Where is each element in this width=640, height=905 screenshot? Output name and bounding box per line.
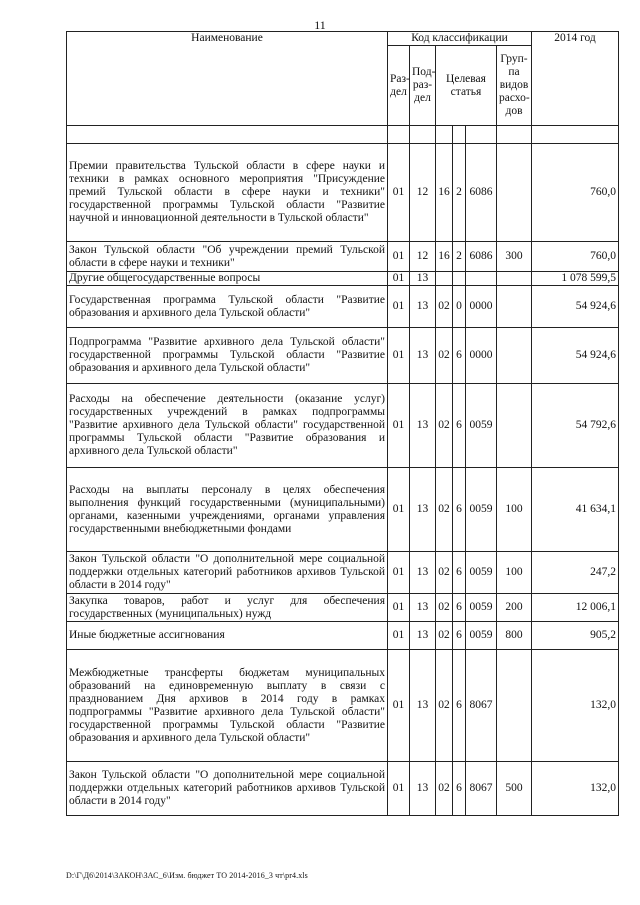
header-name: Наименование — [67, 32, 388, 126]
row-podrazdel: 13 — [410, 594, 436, 622]
row-name: Премии правительства Тульской области в сфере науки и техники в рамках основного мероприятия "Присуждение премий Тульской области в сфере науки и техники" государственной программы Тульской области "Развитие научной и инновационной деятельности в Тульской области" — [67, 144, 388, 242]
table-row — [67, 328, 619, 384]
row-podrazdel: 13 — [410, 622, 436, 650]
table-row — [67, 762, 619, 816]
row-amount: 132,0 — [532, 650, 619, 762]
table-row — [67, 272, 619, 286]
header-code-group: Код классификации — [388, 32, 532, 46]
header-podrazdel: Под- раз- дел — [410, 46, 436, 126]
row-target-program — [436, 272, 453, 286]
row-target-subprogram — [453, 272, 466, 286]
row-expense-group: 500 — [497, 762, 532, 816]
row-target-subprogram: 6 — [453, 622, 466, 650]
row-target-subprogram: 2 — [453, 242, 466, 272]
table-row — [67, 384, 619, 468]
row-expense-group — [497, 144, 532, 242]
row-expense-group — [497, 650, 532, 762]
row-target-code: 0059 — [466, 594, 497, 622]
row-target-subprogram: 6 — [453, 328, 466, 384]
row-podrazdel: 13 — [410, 286, 436, 328]
row-target-program: 02 — [436, 622, 453, 650]
row-target-subprogram: 0 — [453, 286, 466, 328]
row-target-code: 0059 — [466, 552, 497, 594]
row-target-subprogram: 6 — [453, 762, 466, 816]
row-target-code: 0000 — [466, 286, 497, 328]
row-amount: 54 792,6 — [532, 384, 619, 468]
row-target-code: 0059 — [466, 468, 497, 552]
row-razdel: 01 — [388, 242, 410, 272]
header-gruppa: Груп- па видов расхо- дов — [497, 46, 532, 126]
row-expense-group — [497, 328, 532, 384]
row-name: Другие общегосударственные вопросы — [67, 272, 388, 286]
row-razdel: 01 — [388, 594, 410, 622]
row-target-program: 02 — [436, 650, 453, 762]
row-amount: 247,2 — [532, 552, 619, 594]
row-razdel: 01 — [388, 468, 410, 552]
row-name: Закон Тульской области "О дополнительной мере социальной поддержки отдельных категорий работников архивов Тульской области в 2014 году" — [67, 552, 388, 594]
row-podrazdel: 13 — [410, 762, 436, 816]
row-amount: 1 078 599,5 — [532, 272, 619, 286]
row-podrazdel: 12 — [410, 144, 436, 242]
row-target-code: 6086 — [466, 242, 497, 272]
row-amount: 760,0 — [532, 242, 619, 272]
row-target-code: 0000 — [466, 328, 497, 384]
row-target-subprogram: 6 — [453, 552, 466, 594]
row-podrazdel: 13 — [410, 272, 436, 286]
row-target-program: 02 — [436, 762, 453, 816]
table-row — [67, 242, 619, 272]
row-razdel: 01 — [388, 622, 410, 650]
row-target-subprogram: 2 — [453, 144, 466, 242]
row-target-program: 02 — [436, 552, 453, 594]
row-name: Государственная программа Тульской области "Развитие образования и архивного дела Тульской области" — [67, 286, 388, 328]
row-name: Подпрограмма "Развитие архивного дела Тульской области" государственной программы Тульской области "Развитие образования и архивного дела Тульской области" — [67, 328, 388, 384]
row-target-program: 02 — [436, 468, 453, 552]
table-row — [67, 286, 619, 328]
header-tselevaya: Целевая статья — [436, 46, 497, 126]
row-razdel: 01 — [388, 286, 410, 328]
row-name: Закон Тульской области "О дополнительной мере социальной поддержки отдельных категорий работников архивов Тульской области в 2014 году" — [67, 762, 388, 816]
row-target-program: 02 — [436, 384, 453, 468]
row-name: Закупка товаров, работ и услуг для обеспечения государственных (муниципальных) нужд — [67, 594, 388, 622]
row-target-code: 6086 — [466, 144, 497, 242]
row-amount: 41 634,1 — [532, 468, 619, 552]
row-target-program: 02 — [436, 328, 453, 384]
table-row — [67, 144, 619, 242]
row-expense-group — [497, 272, 532, 286]
row-target-program: 02 — [436, 594, 453, 622]
row-target-code: 8067 — [466, 762, 497, 816]
row-target-subprogram: 6 — [453, 384, 466, 468]
row-target-code: 0059 — [466, 384, 497, 468]
row-target-subprogram: 6 — [453, 650, 466, 762]
row-amount: 54 924,6 — [532, 286, 619, 328]
budget-table — [66, 31, 619, 816]
row-expense-group: 800 — [497, 622, 532, 650]
row-podrazdel: 13 — [410, 384, 436, 468]
row-razdel: 01 — [388, 272, 410, 286]
row-razdel: 01 — [388, 384, 410, 468]
row-podrazdel: 13 — [410, 468, 436, 552]
row-amount: 132,0 — [532, 762, 619, 816]
row-target-program: 16 — [436, 144, 453, 242]
row-expense-group — [497, 286, 532, 328]
row-target-code: 0059 — [466, 622, 497, 650]
row-amount: 54 924,6 — [532, 328, 619, 384]
row-razdel: 01 — [388, 328, 410, 384]
table-row — [67, 468, 619, 552]
header-razdel: Раз- дел — [388, 46, 410, 126]
row-target-subprogram: 6 — [453, 468, 466, 552]
row-expense-group: 100 — [497, 552, 532, 594]
row-podrazdel: 12 — [410, 242, 436, 272]
row-podrazdel: 13 — [410, 650, 436, 762]
row-razdel: 01 — [388, 762, 410, 816]
row-expense-group: 200 — [497, 594, 532, 622]
table-row — [67, 552, 619, 594]
row-razdel: 01 — [388, 144, 410, 242]
row-amount: 760,0 — [532, 144, 619, 242]
row-target-code: 8067 — [466, 650, 497, 762]
row-amount: 905,2 — [532, 622, 619, 650]
table-row — [67, 622, 619, 650]
header-year: 2014 год — [532, 32, 619, 126]
row-expense-group: 100 — [497, 468, 532, 552]
page-number: 11 — [314, 18, 326, 32]
row-target-code — [466, 272, 497, 286]
row-name: Межбюджетные трансферты бюджетам муниципальных образований на единовременную выплату в связи с празднованием Дня архивов в 2014 году в рамках подпрограммы "Развитие архивного дела Тульской области" государственной программы Тульской области "Развитие образования и архивного дела Тульской области" — [67, 650, 388, 762]
row-razdel: 01 — [388, 650, 410, 762]
row-expense-group — [497, 384, 532, 468]
row-target-program: 02 — [436, 286, 453, 328]
row-podrazdel: 13 — [410, 328, 436, 384]
row-amount: 12 006,1 — [532, 594, 619, 622]
row-target-program: 16 — [436, 242, 453, 272]
table-row — [67, 650, 619, 762]
table-body — [67, 144, 619, 816]
row-target-subprogram: 6 — [453, 594, 466, 622]
row-podrazdel: 13 — [410, 552, 436, 594]
row-name: Иные бюджетные ассигнования — [67, 622, 388, 650]
row-name: Расходы на обеспечение деятельности (оказание услуг) государственных учреждений в рамках подпрограммы "Развитие архивного дела Тульской области" государственной программы Тульской области "Развитие образования и архивного дела Тульской области" — [67, 384, 388, 468]
row-name: Закон Тульской области "Об учреждении премий Тульской области в сфере науки и техники" — [67, 242, 388, 272]
row-name: Расходы на выплаты персоналу в целях обеспечения выполнения функций государственными (муниципальными) органами, казенными учреждениями, органами управления государственными внебюджетными фондами — [67, 468, 388, 552]
table-row — [67, 594, 619, 622]
file-path-footer: D:\Г\Д6\2014\ЗАКОН\ЗАС_6\Изм. бюджет ТО 2014-2016_3 чт\pr4.xls — [66, 871, 308, 880]
row-razdel: 01 — [388, 552, 410, 594]
row-expense-group: 300 — [497, 242, 532, 272]
